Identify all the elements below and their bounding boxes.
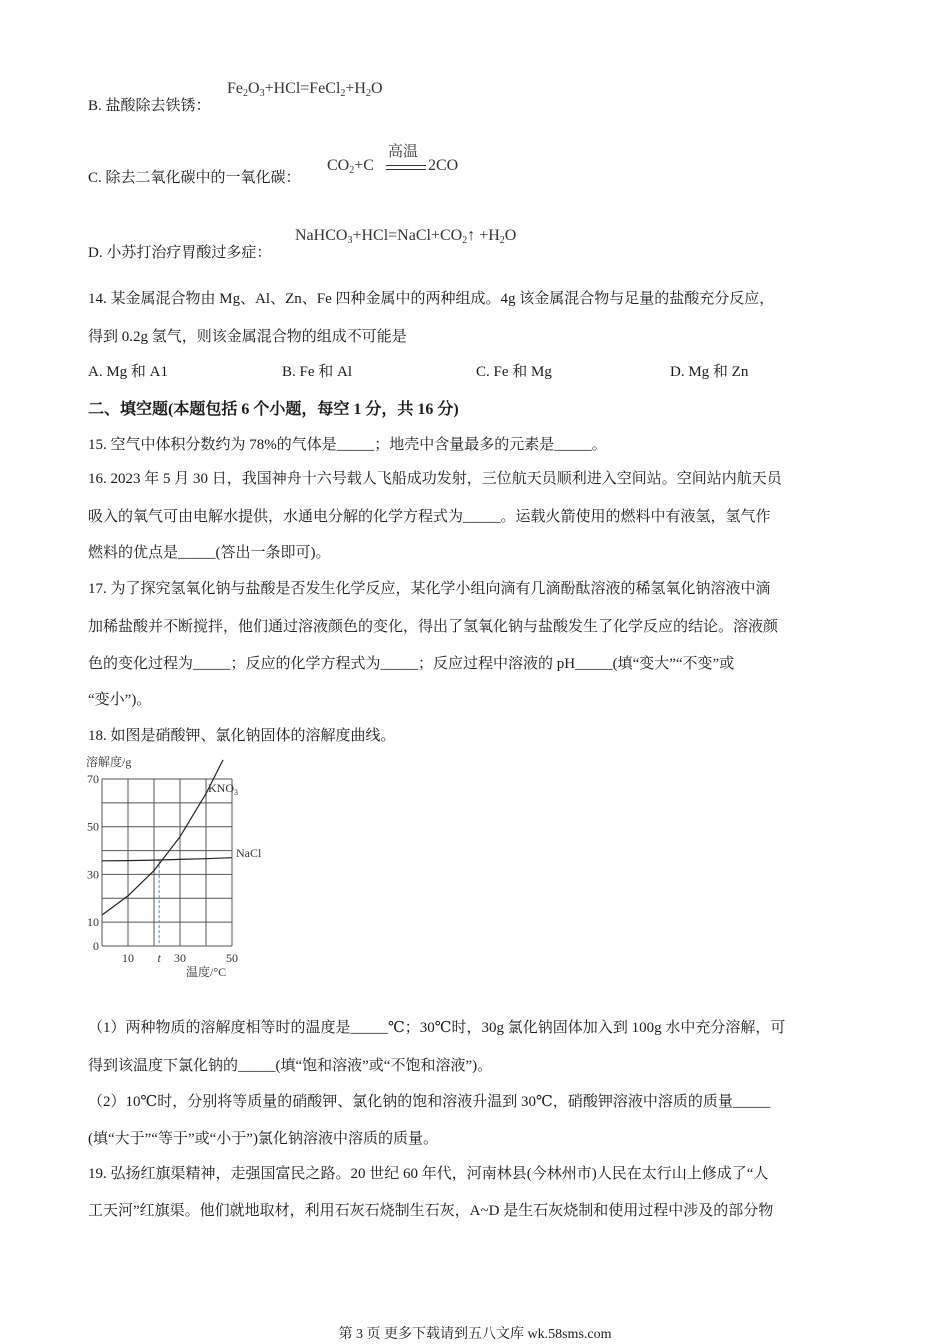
y-tick-label: 70 — [87, 772, 99, 786]
q13-option-c-condition: 高温 — [388, 144, 419, 160]
q19-line-2: 工天河”红旗渠。他们就地取材，利用石灰石烧制生石灰，A~D 是生石灰烧制和使用过程中涉及的部分物 — [88, 1203, 774, 1219]
q14-option-a: A. Mg 和 A1 — [88, 364, 169, 380]
q14-option-d: D. Mg 和 Zn — [670, 364, 749, 380]
q18-sub1-line-1: （1）两种物质的溶解度相等时的温度是_____℃；30℃时，30g 氯化钠固体加入到 100g 水中充分溶解，可 — [88, 1020, 786, 1036]
x-tick-label: t — [157, 951, 161, 965]
series-label-nacl: NaCl — [236, 846, 262, 860]
x-tick-labels — [122, 951, 238, 965]
q14-option-c: C. Fe 和 Mg — [476, 364, 552, 380]
q13-option-b-formula: $Fe_2O_3+HCl=FeCl_2+H_2O$ — [227, 80, 383, 99]
q13-option-c-formula-right: 2CO — [428, 157, 459, 174]
x-tick-label: 50 — [226, 951, 238, 965]
chart-grid — [102, 779, 232, 946]
section-heading: 二、填空题(本题包括 6 个小题，每空 1 分，共 16 分) — [88, 401, 459, 418]
q18-intro: 18. 如图是硝酸钾、氯化钠固体的溶解度曲线。 — [88, 728, 396, 744]
q13-option-c-formula-left: $CO_2+C$ — [327, 157, 374, 176]
q16-line-1: 16. 2023 年 5 月 30 日，我国神舟十六号载人飞船成功发射，三位航天员顺利进入空间站。空间站内航天员 — [88, 471, 782, 487]
q17-line-3: 色的变化过程为_____；反应的化学方程式为_____；反应过程中溶液的 pH_____(填“变大”“不变”或 — [88, 656, 735, 672]
q14-line-1: 14. 某金属混合物由 Mg、Al、Zn、Fe 四种金属中的两种组成。4g 该金属混合物与足量的盐酸充分反应， — [88, 291, 775, 307]
y-tick-labels — [87, 772, 99, 953]
q18-sub1-line-2: 得到该温度下氯化钠的_____(填“饱和溶液”或“不饱和溶液”)。 — [88, 1058, 493, 1074]
q14-option-b: B. Fe 和 Al — [282, 364, 353, 380]
y-tick-label: 10 — [87, 915, 99, 930]
x-axis-label: 温度/°C — [186, 965, 227, 979]
q13-option-c-label: C. 除去二氧化碳中的一氧化碳： — [88, 170, 301, 186]
q16-line-2: 吸入的氧气可由电解水提供，水通电分解的化学方程式为_____。运载火箭使用的燃料中有液氢，氢气作 — [88, 509, 771, 525]
y-tick-label: 30 — [87, 867, 99, 882]
q19-line-1: 19. 弘扬红旗渠精神，走强国富民之路。20 世纪 60 年代，河南林县(今林州市)人民在太行山上修成了“人 — [88, 1166, 769, 1182]
y-axis-label: 溶解度/g — [86, 755, 132, 769]
y-tick-label: 0 — [93, 939, 99, 953]
x-tick-label: 30 — [174, 951, 186, 965]
q16-line-3: 燃料的优点是_____(答出一条即可)。 — [88, 545, 331, 561]
q13-option-d-label: D. 小苏打治疗胃酸过多症： — [88, 245, 272, 261]
x-tick-label: 10 — [122, 951, 134, 965]
series-curve-0 — [102, 760, 223, 915]
q13-option-b-label: B. 盐酸除去铁锈： — [88, 98, 211, 114]
q18-sub2-line-2: (填“大于”“等于”或“小于”)氯化钠溶液中溶质的质量。 — [88, 1131, 438, 1147]
q13-option-d-formula: $NaHCO_3+HCl=NaCl+CO_2↑ +H_2O$ — [295, 227, 517, 246]
q15-text: 15. 空气中体积分数约为 78%的气体是_____；地壳中含量最多的元素是_____。 — [88, 437, 607, 453]
q17-line-4: “变小”)。 — [88, 692, 152, 708]
equals-bar-bottom — [386, 169, 426, 170]
series-label-kno3: $KNO_3$ — [208, 781, 238, 797]
equals-bar-top — [386, 165, 426, 166]
q14-line-2: 得到 0.2g 氢气，则该金属混合物的组成不可能是 — [88, 329, 407, 345]
series-curve-1 — [102, 858, 232, 861]
q17-line-1: 17. 为了探究氢氧化钠与盐酸是否发生化学反应，某化学小组向滴有几滴酚酞溶液的稀氢氧化钠溶液中滴 — [88, 581, 771, 597]
q18-sub2-line-1: （2）10℃时，分别将等质量的硝酸钾、氯化钠的饱和溶液升温到 30℃，硝酸钾溶液中溶质的质量_____ — [88, 1094, 771, 1110]
q17-line-2: 加稀盐酸并不断搅拌，他们通过溶液颜色的变化，得出了氢氧化钠与盐酸发生了化学反应的结论。溶液颜 — [88, 619, 779, 635]
page-footer: 第 3 页 更多下载请到五八文库 wk.58sms.com — [338, 1327, 612, 1342]
y-tick-label: 50 — [87, 819, 99, 834]
solubility-chart — [86, 752, 286, 984]
